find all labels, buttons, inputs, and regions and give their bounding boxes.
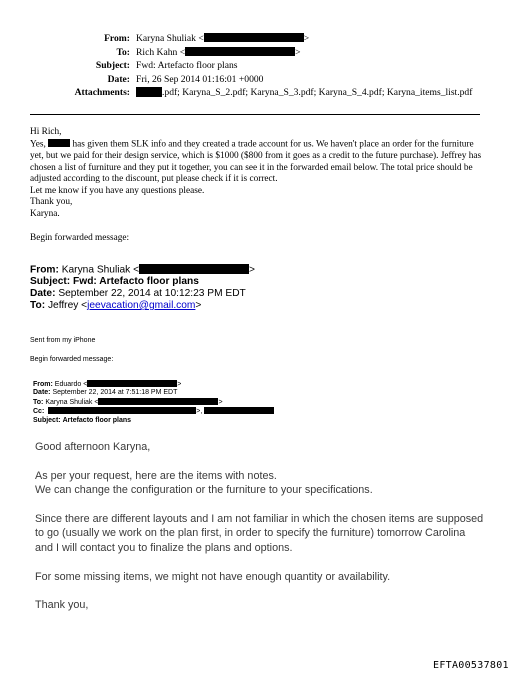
fw2-from-label: From:: [33, 380, 53, 388]
forwarded-header-1: [30, 264, 255, 312]
forwarded-header-2: [33, 380, 274, 425]
message-questions: Let me know if you have any questions please.: [30, 185, 205, 196]
message-greeting: Hi Rich,: [30, 127, 62, 137]
fw2-from-close: >: [177, 380, 182, 388]
fw2-to-row: [33, 398, 274, 407]
fw1-to-label: To:: [30, 299, 46, 311]
fw1-from-label: From:: [30, 264, 59, 276]
fw1-from-row: [30, 264, 255, 276]
fw1-to-name: Jeffrey <: [47, 299, 88, 311]
from-close: >: [303, 33, 310, 44]
fw2-date-label: Date:: [33, 389, 51, 397]
para-rest: has given them SLK info and they created a trade account for us. We haven't place an order for the furniture yet, but we paid for their design service, which is $1000 ($800 from it goes as a credit to the future purchase). Jeffrey has chosen a list of furniture and they put it together, you can see it in the forwarded email below. The total price should be adjusted according to the discount, put please check if it is correct.: [30, 139, 482, 185]
email-header: [0, 32, 512, 100]
fw1-email-link[interactable]: jeevacation@gmail.com: [87, 299, 196, 311]
letter-p1: As per your request, here are the items with notes.: [35, 469, 277, 482]
fw2-from-value: Eduardo <: [54, 380, 88, 388]
fw2-to-close: >: [218, 398, 223, 406]
fw1-subject-label: Subject:: [30, 276, 71, 288]
letter-closing: Thank you,: [35, 599, 89, 612]
redaction-bar: [48, 407, 196, 414]
date-value: Fri, 26 Sep 2014 01:16:01 +0000: [136, 73, 264, 85]
attachments-label: Attachments:: [74, 87, 130, 99]
attachments-value[interactable]: .pdf; Karyna_S_2.pdf; Karyna_S_3.pdf; Karyna_S_4.pdf; Karyna_items_list.pdf: [162, 87, 473, 99]
fw2-subject-label: Subject:: [33, 416, 61, 424]
begin-forwarded-message-2: Begin forwarded message:: [30, 356, 114, 363]
header-from-row: [0, 32, 512, 46]
header-to-row: [0, 46, 512, 60]
fw1-date-label: Date:: [30, 288, 56, 300]
fw1-subject-value: Fwd: Artefacto floor plans: [73, 276, 199, 288]
redaction-bar: [87, 380, 177, 387]
header-date-row: [0, 73, 512, 87]
from-label: From:: [104, 33, 130, 44]
fw2-subject-row: [33, 417, 274, 426]
redaction-bar: [204, 407, 274, 414]
fw2-date-value: September 22, 2014 at 7:51:18 PM EDT: [52, 389, 178, 397]
fw2-to-label: To:: [33, 398, 44, 406]
message-thanks: Thank you,: [30, 197, 73, 208]
from-name: Karyna Shuliak <: [136, 33, 204, 44]
date-label: Date:: [107, 73, 130, 85]
subject-label: Subject:: [95, 60, 130, 72]
document-id: EFTA00537801: [433, 660, 509, 671]
fw1-date-row: [30, 288, 255, 300]
fw1-from-close: >: [249, 264, 255, 276]
redaction-bar: [139, 264, 249, 274]
fw2-cc-sep: >,: [196, 408, 203, 416]
to-close: >: [295, 46, 301, 58]
para-start: Yes,: [30, 139, 46, 150]
letter-p1b: We can change the configuration or the furniture to your specifications.: [35, 484, 373, 497]
fw1-date-value: September 22, 2014 at 10:12:23 PM EDT: [58, 288, 246, 300]
redaction-bar: [204, 33, 304, 42]
redaction-bar: [98, 398, 218, 405]
message-body: [30, 127, 485, 220]
fw1-from-value: Karyna Shuliak <: [61, 264, 140, 276]
message-signature: Karyna.: [30, 208, 60, 219]
header-subject-row: [0, 59, 512, 73]
sent-from-iphone: Sent from my iPhone: [30, 337, 96, 344]
fw1-to-close: >: [195, 299, 202, 311]
fw2-from-row: [33, 380, 274, 389]
to-label: To:: [116, 46, 130, 58]
fw2-subject-value: Artefacto floor plans: [62, 416, 132, 424]
fw1-to-row: [30, 300, 255, 312]
fw2-date-row: [33, 389, 274, 398]
header-divider: [30, 114, 480, 115]
fw2-cc-label: Cc:: [33, 408, 45, 416]
fw2-cc-row: [33, 407, 274, 416]
redaction-bar: [48, 139, 70, 148]
fw2-to-value: Karyna Shuliak <: [45, 398, 99, 406]
letter-greeting: Good afternoon Karyna,: [35, 441, 151, 453]
letter-p3: For some missing items, we might not have enough quantity or availability.: [35, 570, 391, 583]
begin-forwarded-message: Begin forwarded message:: [30, 233, 130, 243]
fw1-subject-row: [30, 276, 255, 288]
to-name: Rich Kahn <: [136, 46, 186, 58]
letter-p2: Since there are different layouts and I am not familiar in which the chosen items are supposed to go (usually we work on the plan first, in order to specify the furniture) tomorrow Carolina and I will contact you to finalize the plans and options.: [35, 512, 484, 554]
letter-body: [35, 440, 485, 613]
redaction-bar: [185, 47, 295, 56]
redaction-bar: [136, 87, 162, 96]
subject-value: Fwd: Artefacto floor plans: [136, 60, 238, 72]
header-attachments-row: [0, 86, 512, 100]
message-paragraph: [30, 139, 485, 186]
